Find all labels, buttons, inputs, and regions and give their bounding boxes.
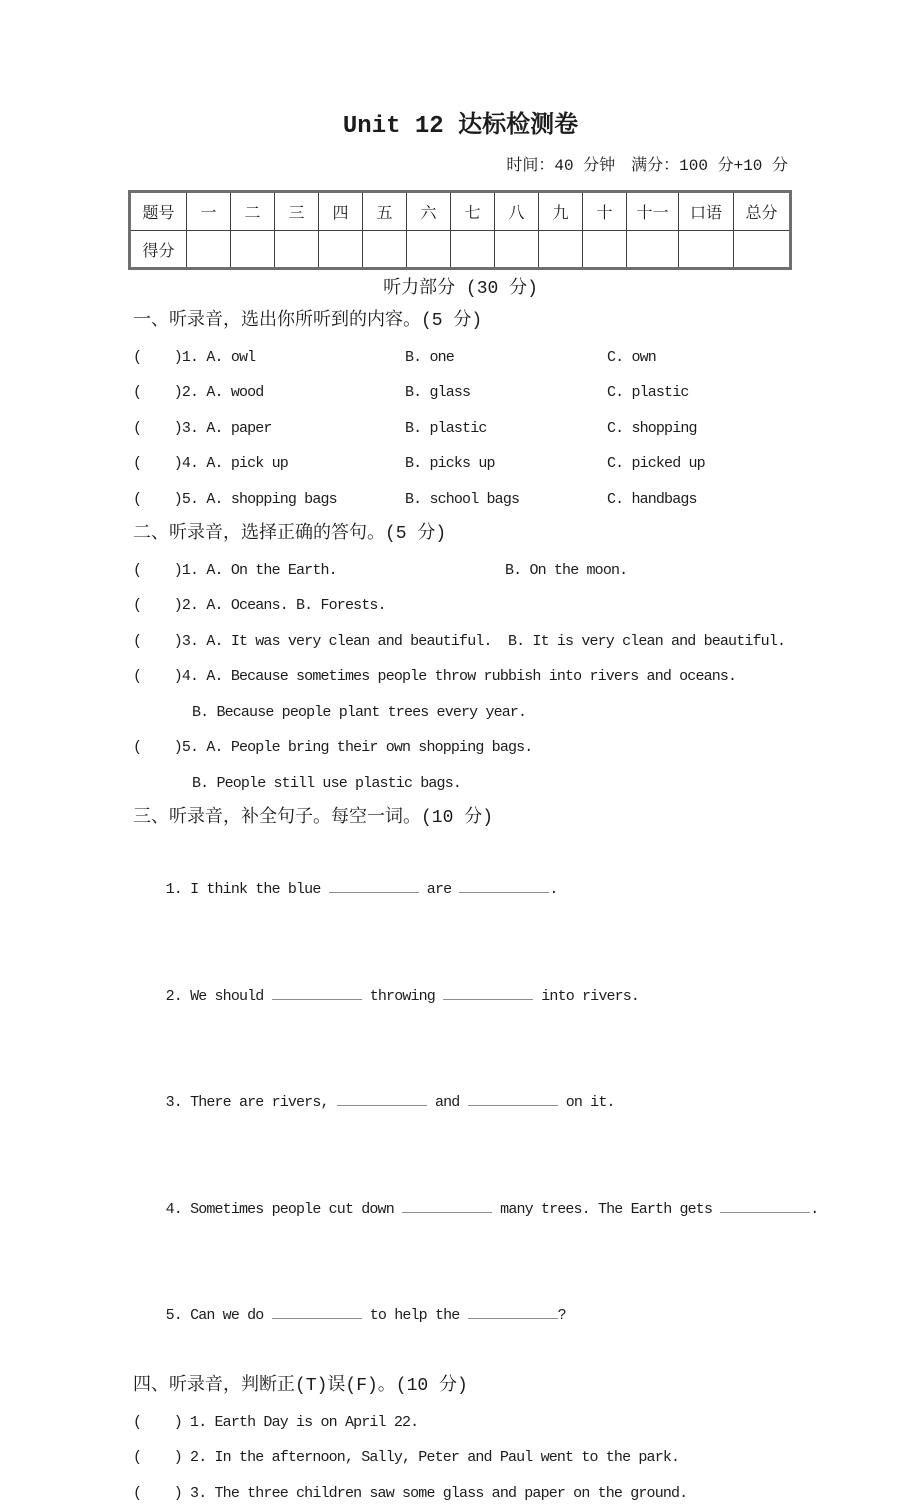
option-a: ( )2. A. wood: [133, 375, 405, 411]
score-cell: [319, 231, 363, 269]
answer-blank: [720, 1199, 810, 1213]
sentence-part: .: [549, 881, 557, 898]
question-row: [133, 411, 788, 447]
score-table-header-cell: 七: [451, 192, 495, 231]
score-cell: [627, 231, 679, 269]
score-table-header-cell: 十: [583, 192, 627, 231]
true-false-row: ( ) 3. The three children saw some glass and paper on the ground.: [133, 1476, 788, 1511]
sentence-part: .: [810, 1201, 818, 1218]
option-b: B. plastic: [405, 411, 607, 447]
sentence-part: many trees. The Earth gets: [492, 1201, 720, 1218]
score-cell: [539, 231, 583, 269]
option-b: B. On the moon.: [505, 553, 788, 589]
sentence-part: and: [427, 1094, 468, 1111]
score-table-header-cell: 题号: [130, 192, 187, 231]
option-b: B. picks up: [405, 446, 607, 482]
exam-meta: 时间：40 分钟 满分：100 分+10 分: [133, 152, 788, 180]
sentence-part: 2. We should: [166, 988, 272, 1005]
score-table-header-cell: 一: [187, 192, 231, 231]
sentence-part: 1. I think the blue: [166, 881, 329, 898]
question-row: [133, 375, 788, 411]
score-row-label: 得分: [130, 231, 187, 269]
question-row-option-b: B. People still use plastic bags.: [133, 766, 788, 802]
section4-heading: 四、听录音，判断正(T)误(F)。(10 分): [133, 1369, 788, 1405]
score-row: [130, 231, 791, 269]
sentence-part: 5. Can we do: [166, 1307, 272, 1324]
sentence-part: on it.: [558, 1094, 615, 1111]
option-a: ( )4. A. pick up: [133, 446, 405, 482]
fill-blank-row: [133, 1156, 788, 1263]
score-cell: [187, 231, 231, 269]
option-a: ( )3. A. paper: [133, 411, 405, 447]
score-table-header-cell: 口语: [679, 192, 734, 231]
score-table-header-cell: 九: [539, 192, 583, 231]
question-row: [133, 553, 788, 589]
question-row: [133, 340, 788, 376]
listening-part-heading: 听力部分 (30 分): [133, 274, 788, 304]
answer-blank: [272, 1305, 362, 1319]
question-row: ( )4. A. Because sometimes people throw rubbish into rivers and oceans.: [133, 659, 788, 695]
question-row: [133, 482, 788, 518]
score-cell: [407, 231, 451, 269]
score-cell: [583, 231, 627, 269]
option-a: ( )1. A. owl: [133, 340, 405, 376]
option-b: B. glass: [405, 375, 607, 411]
score-cell: [679, 231, 734, 269]
sentence-part: to help the: [362, 1307, 468, 1324]
fill-blank-row: [133, 1263, 788, 1370]
question-row: ( )3. A. It was very clean and beautiful. B. It is very clean and beautiful.: [133, 624, 788, 660]
sentence-part: 4. Sometimes people cut down: [166, 1201, 402, 1218]
fill-blank-row: [133, 1050, 788, 1157]
score-cell: [275, 231, 319, 269]
sentence-part: are: [419, 881, 460, 898]
true-false-row: ( ) 2. In the afternoon, Sally, Peter and Paul went to the park.: [133, 1440, 788, 1476]
option-c: C. picked up: [607, 446, 788, 482]
score-table-header-cell: 十一: [627, 192, 679, 231]
answer-blank: [402, 1199, 492, 1213]
option-c: C. plastic: [607, 375, 788, 411]
sentence-part: ?: [558, 1307, 566, 1324]
answer-blank: [468, 1305, 558, 1319]
answer-blank: [443, 986, 533, 1000]
question-row: ( )2. A. Oceans. B. Forests.: [133, 588, 788, 624]
score-table-header-cell: 五: [363, 192, 407, 231]
answer-blank: [272, 986, 362, 1000]
score-table-header-cell: 四: [319, 192, 363, 231]
section3-heading: 三、听录音，补全句子。每空一词。(10 分): [133, 801, 788, 837]
option-a: ( )1. A. On the Earth.: [133, 553, 505, 589]
score-table-header-cell: 三: [275, 192, 319, 231]
question-row: ( )5. A. People bring their own shopping bags.: [133, 730, 788, 766]
page-title: Unit 12 达标检测卷: [133, 106, 788, 148]
score-cell: [363, 231, 407, 269]
answer-blank: [337, 1092, 427, 1106]
score-table-header-cell: 二: [231, 192, 275, 231]
score-cell: [495, 231, 539, 269]
question-row-option-b: B. Because people plant trees every year.: [133, 695, 788, 731]
option-b: B. school bags: [405, 482, 607, 518]
option-c: C. own: [607, 340, 788, 376]
sentence-part: throwing: [362, 988, 444, 1005]
score-table: [128, 190, 792, 270]
option-a: ( )5. A. shopping bags: [133, 482, 405, 518]
answer-blank: [329, 879, 419, 893]
section2-heading: 二、听录音，选择正确的答句。(5 分): [133, 517, 788, 553]
option-c: C. shopping: [607, 411, 788, 447]
answer-blank: [459, 879, 549, 893]
question-row: [133, 446, 788, 482]
score-table-header-cell: 总分: [734, 192, 791, 231]
score-cell: [734, 231, 791, 269]
score-table-header-row: [130, 192, 791, 231]
fill-blank-row: [133, 943, 788, 1050]
section1-heading: 一、听录音，选出你所听到的内容。(5 分): [133, 304, 788, 340]
true-false-row: ( ) 1. Earth Day is on April 22.: [133, 1405, 788, 1441]
score-table-header-cell: 六: [407, 192, 451, 231]
score-table-header-cell: 八: [495, 192, 539, 231]
sentence-part: 3. There are rivers,: [166, 1094, 337, 1111]
option-b: B. one: [405, 340, 607, 376]
score-cell: [231, 231, 275, 269]
sentence-part: into rivers.: [533, 988, 639, 1005]
answer-blank: [468, 1092, 558, 1106]
option-c: C. handbags: [607, 482, 788, 518]
fill-blank-row: [133, 837, 788, 944]
score-cell: [451, 231, 495, 269]
